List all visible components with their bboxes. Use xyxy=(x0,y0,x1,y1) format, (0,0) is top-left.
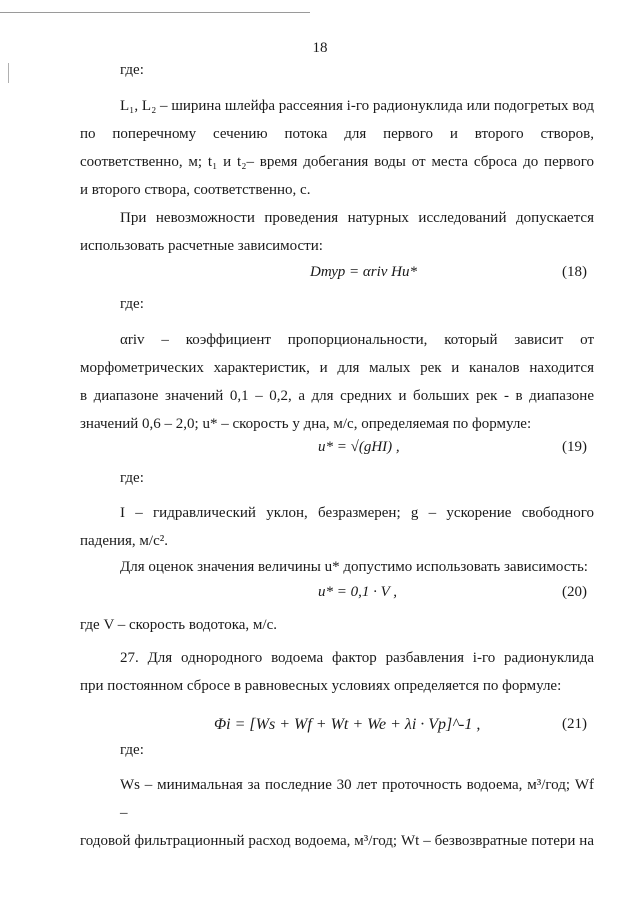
equation-20-number: (20) xyxy=(562,584,587,600)
equation-19-text: u* = √(gHI) , xyxy=(318,439,400,455)
text-line: соответственно, м; t₁ и t₂– время добегания воды от места сброса до первого xyxy=(80,154,594,170)
equation-21-text: Φi = [Ws + Wf + Wt + We + λi · Vp]^-1 , xyxy=(214,716,481,733)
equation-18 xyxy=(310,264,417,281)
where-label: где: xyxy=(120,296,144,312)
where-label: где: xyxy=(120,470,144,486)
text-line: Для оценок значения величины u* допустимо использовать зависимость: xyxy=(120,559,588,575)
text-line: где V – скорость водотока, м/с. xyxy=(80,617,277,633)
text-line: Ws – минимальная за последние 30 лет проточность водоема, м³/год; Wf – xyxy=(120,777,594,821)
equation-20 xyxy=(318,584,397,601)
text-line: в диапазоне значений 0,1 – 0,2, а для средних и больших рек - в диапазоне xyxy=(80,388,594,404)
equation-18-text: Dтур = αriv Hu* xyxy=(310,264,417,280)
text-line: αriv – коэффициент пропорциональности, который зависит от xyxy=(120,332,594,348)
equation-19 xyxy=(318,439,400,456)
text-line: При невозможности проведения натурных исследований допускается xyxy=(120,210,594,226)
equation-19-number: (19) xyxy=(562,439,587,455)
scan-margin-mark xyxy=(8,63,9,83)
paragraph-ws-wf-wt xyxy=(80,771,594,855)
text-line: падения, м/с². xyxy=(80,533,168,549)
paragraph-velocity xyxy=(80,611,594,639)
text-line: при постоянном сбросе в равновесных условиях определяется по формуле: xyxy=(80,678,562,694)
text-line: по поперечному сечению потока для первого и второго створов, xyxy=(80,126,594,142)
paragraph-alpha-riv xyxy=(80,326,594,438)
text-line: годовой фильтрационный расход водоема, м³/год; Wt – безвозвратные потери на xyxy=(80,833,594,849)
text-line: L₁, L₂ – ширина шлейфа рассеяния i-го радионуклида или подогретых вод xyxy=(120,98,594,114)
equation-18-number: (18) xyxy=(562,264,587,280)
equation-21-number: (21) xyxy=(562,716,587,732)
where-label: где: xyxy=(120,742,144,758)
equation-21 xyxy=(214,716,480,734)
page-number: 18 xyxy=(312,40,328,56)
paragraph-field-studies xyxy=(80,204,594,260)
equation-20-text: u* = 0,1 · V , xyxy=(318,584,398,600)
text-line: I – гидравлический уклон, безразмерен; g – ускорение свободного xyxy=(120,505,594,521)
paragraph-item-27 xyxy=(80,644,594,700)
paragraph-slope xyxy=(80,499,594,555)
where-label: где: xyxy=(120,62,144,78)
text-line: использовать расчетные зависимости: xyxy=(80,238,323,254)
text-line: 27. Для однородного водоема фактор разбавления i-го радионуклида xyxy=(120,650,594,666)
text-line: и второго створа, соответственно, с. xyxy=(80,182,311,198)
paragraph-estimate xyxy=(80,553,594,581)
paragraph-l1-l2 xyxy=(80,92,594,204)
scan-edge-line xyxy=(0,12,310,13)
text-line: значений 0,6 – 2,0; u* – скорость у дна, м/с, определяемая по формуле: xyxy=(80,416,532,432)
text-line: морфометрических характеристик, и для малых рек и каналов находится xyxy=(80,360,594,376)
